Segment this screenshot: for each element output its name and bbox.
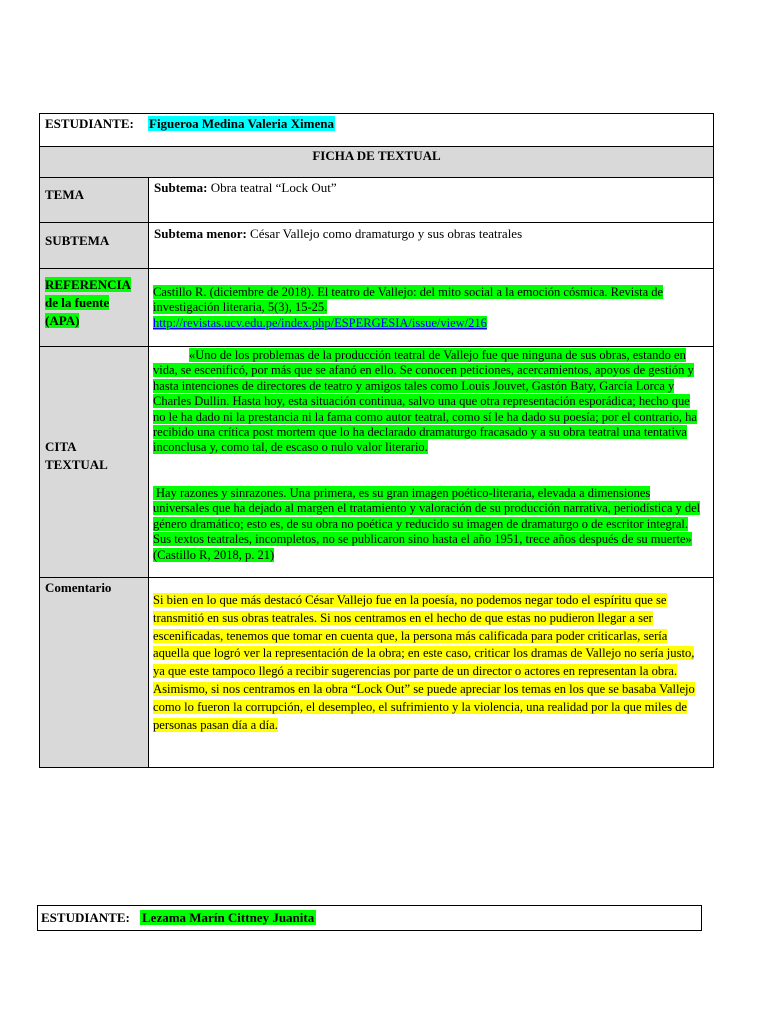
subtema-prefix: Subtema: [154, 180, 208, 195]
referencia-label-line3: (APA) [45, 313, 80, 328]
subtema-menor-text: César Vallejo como dramaturgo y sus obras teatrales [250, 226, 523, 241]
estudiante-row [39, 113, 714, 147]
subtema-text: Obra teatral “Lock Out” [210, 180, 337, 195]
referencia-label [45, 276, 131, 330]
cita-paragraph-1 [153, 348, 703, 456]
subtema-label: SUBTEMA [45, 233, 110, 248]
subtema-menor-prefix: Subtema menor: [154, 226, 247, 241]
subtema-menor-line [154, 226, 522, 241]
comentario-paragraph [153, 592, 705, 734]
cita-paragraph-2 [153, 486, 703, 563]
referencia-text-block [153, 285, 683, 331]
estudiante-2-label: ESTUDIANTE: [41, 910, 130, 925]
referencia-link[interactable]: http://revistas.ucv.edu.pe/index.php/ESPERGESIA/issue/view/216 [153, 315, 487, 330]
cita-label-line2: TEXTUAL [45, 457, 108, 472]
estudiante-2-name: Lezama Marín Cittney Juanita [142, 910, 315, 925]
tema-label: TEMA [45, 187, 84, 202]
estudiante-label: ESTUDIANTE: [45, 116, 134, 131]
estudiante-name: Figueroa Medina Valeria Ximena [149, 116, 335, 131]
subtema-line [154, 180, 337, 195]
cita-p2-text: Hay razones y sinrazones. Una primera, es su gran imagen poético-literaria, elevada a dimensiones universales que ha dejado al margen el tratamiento y valoración de su producción narrativa, periodística y del género dramático; esto es, de su obra no poética y reducido su imagen de dramaturgo o de escritor integral. Sus textos teatrales, incompletos, no se publicaron sino hasta el año 1951, trece años después de su muerte» [153, 486, 701, 547]
cita-p2-citation: (Castillo R, 2018, p. 21) [153, 547, 275, 562]
cita-label [45, 438, 108, 474]
referencia-label-line1: REFERENCIA [45, 277, 131, 292]
page-title: FICHA DE TEXTUAL [312, 148, 441, 163]
cita-p1-text: «Uno de los problemas de la producción teatral de Vallejo fue que ninguna de sus obras, estando en vida, se escenificó, por más que se afanó en ello. Se conocen peticiones, acercamientos, apoyos de gestión y hasta intenciones de directores de teatro y amigos tales como Louis Jouvet, Gastón Baty, García Lorca y Charles Dullin. Hasta hoy, esta situación continua, salvo una que otra representación esporádica; hecho que no le ha dado ni la prestancia ni la fama como autor teatral, como sí le ha dado su poesía; por el contrario, ha recibido una crítica post mortem que lo ha declarado dramaturgo fracasado y a su obra teatral una tentativa inconclusa y, como tal, de escaso o nulo valor literario. [153, 348, 697, 455]
comentario-label-cell [39, 577, 149, 768]
referencia-label-line2: de la fuente [45, 295, 110, 310]
referencia-text: Castillo R. (diciembre de 2018). El teatro de Vallejo: del mito social a la emoción cósmica. Revista de investigación literaria, 5(3), 15-25. [153, 285, 664, 315]
comentario-label: Comentario [45, 580, 112, 595]
cita-label-line1: CITA [45, 439, 77, 454]
estudiante-2-row [37, 905, 702, 931]
comentario-text: Si bien en lo que más destacó César Vallejo fue en la poesía, no podemos negar todo el espíritu que se transmitió en sus obras teatrales. Si nos centramos en el hecho de que estas no pudieron llegar a ser escenificadas, tenemos que tomar en cuenta que, la persona más calificada para poder criticarlas, sería aquella que logró ver la representación de la obra; en este caso, criticar los dramas de Vallejo no sería justo, ya que este tampoco llegó a recibir sugerencias por parte de un director o actores en representan la obra. Asimismo, si nos centramos en la obra “Lock Out” se puede apreciar los temas en los que se basaba Vallejo como lo fueron la corrupción, el desempleo, el sufrimiento y la violencia, una realidad por la que miles de personas pasan día a día. [153, 593, 695, 732]
